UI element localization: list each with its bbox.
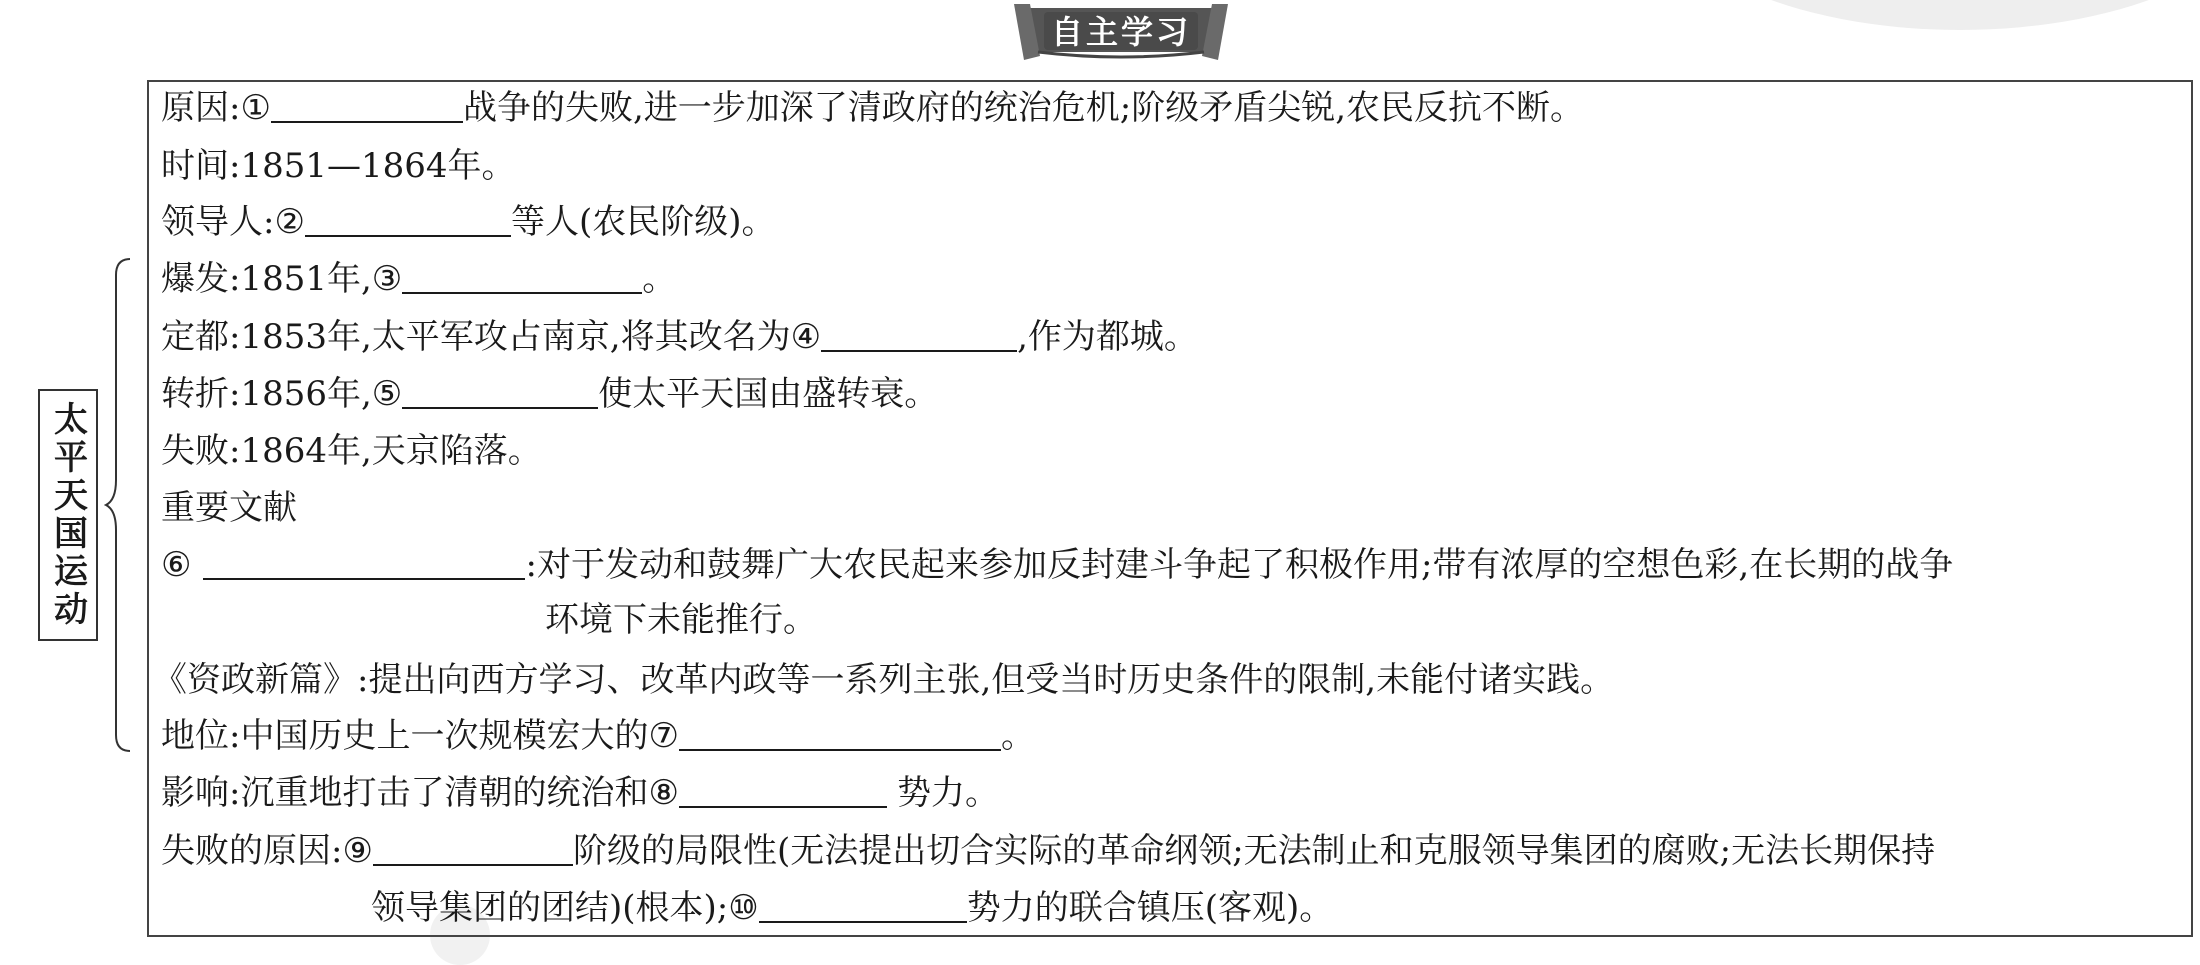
fill-blank-1[interactable]	[271, 91, 463, 123]
line-documents-heading	[161, 488, 297, 528]
fill-blank-7[interactable]	[679, 719, 1001, 751]
status-label: 地位:中国历史上一次规模宏大的	[161, 716, 649, 756]
brace-icon	[104, 255, 134, 755]
time-text: 时间:1851—1864年。	[161, 146, 516, 186]
blank-number: ⑥	[161, 545, 192, 585]
reasons-text: 阶级的局限性(无法提出切合实际的革命纲领;无法制止和克服领导集团的腐败;无法长期保持	[572, 831, 1936, 871]
line-failure	[161, 431, 542, 471]
status-text: 。	[1000, 716, 1035, 756]
line-leader	[161, 202, 775, 242]
fill-blank-8[interactable]	[679, 776, 887, 808]
zizheng-text: 《资政新篇》:提出向西方学习、改革内政等一系列主张,但受当时历史条件的限制,未能付诸实践。	[153, 660, 1615, 700]
fill-blank-2[interactable]	[305, 205, 511, 237]
capital-text: ,作为都城。	[1017, 317, 1198, 357]
line-status	[161, 716, 1035, 756]
watermark-arc	[1650, 0, 2200, 30]
fill-blank-6[interactable]	[203, 548, 525, 580]
leader-text: 等人(农民阶级)。	[510, 202, 776, 242]
content-box	[147, 80, 2193, 937]
line-impact	[161, 773, 999, 813]
line-time	[161, 146, 516, 186]
fill-blank-4[interactable]	[821, 320, 1017, 352]
blank-number: ⑨	[342, 831, 373, 871]
cause-label: 原因:	[161, 88, 241, 128]
line-turning	[161, 374, 938, 414]
cause-text: 战争的失败,进一步加深了清政府的统治危机;阶级矛盾尖锐,农民反抗不断。	[462, 88, 1585, 128]
blank-number: ⑦	[648, 716, 679, 756]
turning-text: 使太平天国由盛转衰。	[598, 374, 939, 414]
blank-number: ⑧	[648, 773, 679, 813]
capital-label: 定都:1853年,太平军攻占南京,将其改名为	[161, 317, 791, 357]
reasons-text-cont: 领导集团的团结)(根本);	[371, 888, 729, 928]
reasons-text-end: 势力的联合镇压(客观)。	[966, 888, 1334, 928]
doc6-text-cont: 环境下未能推行。	[545, 600, 817, 640]
documents-heading: 重要文献	[161, 488, 297, 528]
impact-text: 势力。	[896, 773, 999, 813]
turning-label: 转折:1856年,	[161, 374, 372, 414]
leader-label: 领导人:	[161, 202, 275, 242]
line-reasons-cont	[371, 888, 1333, 928]
fill-blank-9[interactable]	[373, 834, 573, 866]
blank-number: ②	[274, 202, 305, 242]
blank-number: ③	[371, 259, 403, 299]
reasons-label: 失败的原因:	[161, 831, 343, 871]
line-reasons	[161, 831, 1935, 871]
line-cause	[161, 88, 1584, 128]
fill-blank-5[interactable]	[402, 377, 598, 409]
doc6-text: :对于发动和鼓舞广大农民起来参加反封建斗争起了积极作用;带有浓厚的空想色彩,在长期的战争	[525, 545, 1954, 585]
section-banner	[1008, 2, 1234, 64]
banner-title: 自主学习	[1050, 13, 1191, 51]
topic-label-text: 太平天国运动	[47, 401, 88, 629]
fill-blank-3[interactable]	[402, 262, 642, 294]
line-outbreak	[161, 259, 676, 299]
blank-number: ①	[240, 88, 271, 128]
line-capital	[161, 317, 1198, 357]
blank-number: ⑤	[371, 374, 403, 414]
blank-number: ④	[790, 317, 822, 357]
outbreak-text: 。	[642, 259, 677, 299]
impact-label: 影响:沉重地打击了清朝的统治和	[161, 773, 649, 813]
failure-text: 失败:1864年,天京陷落。	[161, 431, 542, 471]
line-zizheng	[153, 660, 1614, 700]
fill-blank-10[interactable]	[759, 891, 967, 923]
topic-label	[38, 389, 98, 641]
outbreak-label: 爆发:1851年,	[161, 259, 372, 299]
blank-number: ⑩	[728, 888, 759, 928]
line-doc6	[161, 545, 1953, 585]
line-doc6-cont	[545, 600, 817, 640]
